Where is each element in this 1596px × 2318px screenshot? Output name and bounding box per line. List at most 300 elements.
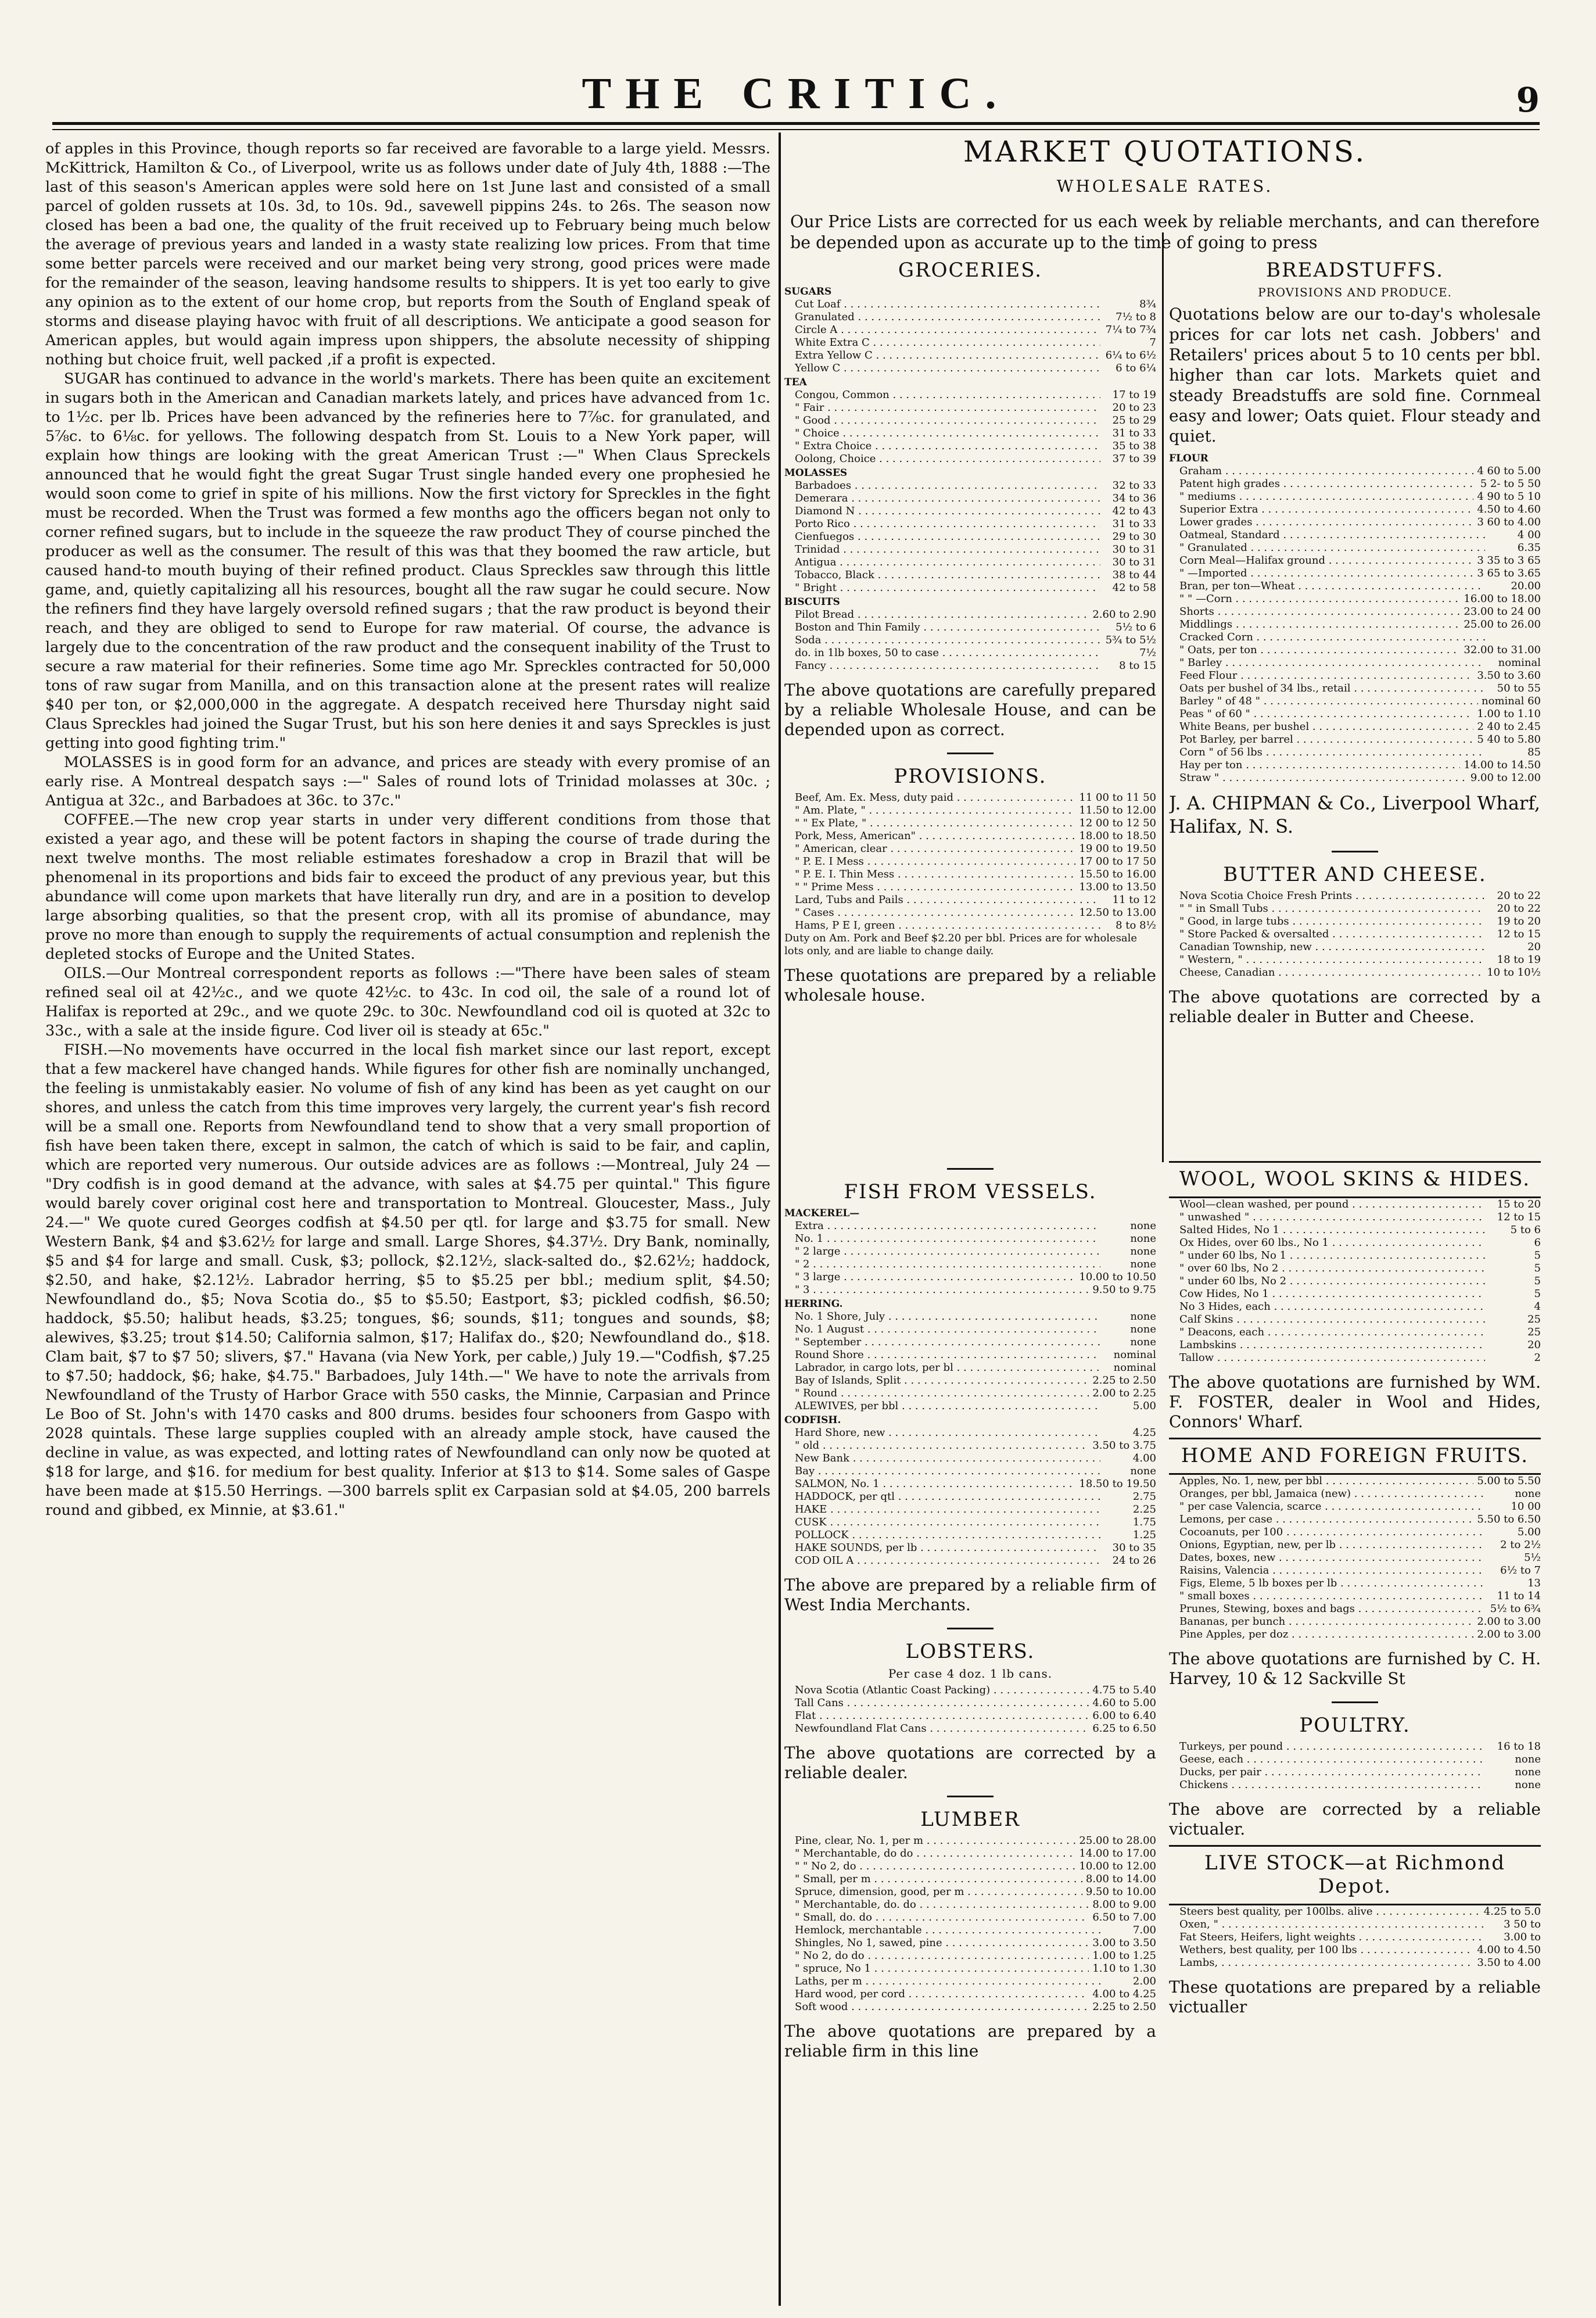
item-price: none — [1130, 1233, 1156, 1245]
item-price: 1.75 — [1132, 1516, 1156, 1528]
item-price: 6 — [1534, 1237, 1541, 1249]
item-price: none — [1515, 1779, 1541, 1791]
price-row — [784, 843, 1156, 855]
price-row — [1169, 1918, 1541, 1931]
item-price: 4 60 to 5.00 — [1477, 465, 1541, 477]
item-label: Boston and Thin Family . . . — [784, 621, 1100, 634]
price-row — [1169, 772, 1541, 784]
fruits-list — [1169, 1475, 1541, 1641]
item-label: Oatmeal, Standard . . . — [1169, 529, 1485, 542]
price-row — [784, 569, 1156, 582]
item-price: 15.50 to 16.00 — [1079, 868, 1156, 880]
item-label: Straw " . . . — [1169, 772, 1467, 784]
item-price: 13 — [1527, 1577, 1541, 1589]
section-divider — [947, 753, 994, 754]
item-label: Wool—clean washed, per pound . . . — [1169, 1198, 1485, 1211]
butter-note: The above quotations are corrected by a reliable dealer in Butter and Cheese. — [1169, 987, 1541, 1026]
masthead-rule-thin — [52, 129, 1540, 130]
item-price: 11 to 12 — [1112, 894, 1156, 906]
item-label: " Fair . . . — [784, 402, 1100, 414]
price-row — [784, 505, 1156, 518]
price-row — [1169, 1352, 1541, 1364]
price-row — [1169, 1198, 1541, 1211]
item-label: Turkeys, per pound . . . — [1169, 1740, 1485, 1753]
item-price: 9.50 to 9.75 — [1092, 1284, 1156, 1296]
price-row — [784, 1387, 1156, 1400]
item-label: Feed Flour . . . — [1169, 669, 1473, 682]
price-row — [1169, 1779, 1541, 1792]
item-price: 5 to 6 — [1510, 1224, 1541, 1236]
item-price: 7¼ to 7¾ — [1105, 324, 1156, 336]
item-label: Shorts . . . — [1169, 606, 1460, 618]
item-label: Soda . . . — [784, 634, 1100, 647]
item-price: 20 — [1527, 1339, 1541, 1351]
fish-list — [784, 1207, 1156, 1567]
item-label: Antigua . . . — [784, 556, 1100, 569]
price-row — [784, 881, 1156, 894]
price-row — [784, 1349, 1156, 1362]
item-label: Ducks, per pair . . . — [1169, 1766, 1485, 1779]
price-row — [1169, 1552, 1541, 1564]
item-label: Corn Meal—Halifax ground . . . — [1169, 554, 1473, 567]
item-label: Newfoundland Flat Cans . . . — [784, 1722, 1089, 1735]
item-label: " Merchantable, do. do . . . — [784, 1898, 1089, 1911]
price-row — [1169, 1500, 1541, 1513]
price-row — [784, 1491, 1156, 1503]
item-price — [1485, 631, 1541, 644]
item-label: Superior Extra . . . — [1169, 503, 1473, 516]
item-price: 4 00 — [1517, 529, 1541, 541]
item-price: 5.50 to 6.50 — [1477, 1513, 1541, 1525]
item-label: " Extra Choice . . . — [784, 440, 1100, 453]
item-price: 25.00 to 26.00 — [1464, 618, 1541, 630]
lobsters-list — [784, 1684, 1156, 1735]
price-row — [1169, 1339, 1541, 1352]
lobsters-heading: LOBSTERS. — [905, 1640, 1035, 1663]
item-price: 3.00 to 3.50 — [1092, 1937, 1156, 1949]
price-row — [784, 518, 1156, 531]
price-row — [1169, 1249, 1541, 1262]
item-label: Pilot Bread . . . — [784, 608, 1089, 621]
item-label: No. 1 . . . — [784, 1233, 1100, 1245]
item-price: 5.00 — [1132, 1400, 1156, 1412]
item-label: Nova Scotia Choice Fresh Prints . . . — [1169, 890, 1485, 902]
item-price: none — [1130, 1310, 1156, 1323]
price-row — [1169, 1615, 1541, 1628]
category-heading: FLOUR — [1169, 453, 1208, 464]
price-row — [1169, 1740, 1541, 1753]
market-quotations-header — [790, 135, 1540, 196]
price-row — [1169, 721, 1541, 733]
item-label: Graham . . . — [1169, 465, 1473, 478]
item-label: No. 1 August . . . — [784, 1323, 1100, 1336]
market-quotations-intro: Our Price Lists are corrected for us each week by reliable merchants, and can therefore be depended upon as accurate up to the time of going to press — [790, 212, 1540, 252]
item-label: Oranges, per bbl, Jamaica (new) . . . — [1169, 1488, 1485, 1500]
price-row — [1169, 746, 1541, 759]
item-label: Lambs, . . . — [1169, 1957, 1473, 1969]
item-price: 5 — [1534, 1249, 1541, 1262]
price-row — [784, 1835, 1156, 1847]
item-label: Oxen, " . . . — [1169, 1918, 1485, 1931]
item-price: 31 to 33 — [1112, 427, 1156, 439]
item-label: Barbadoes . . . — [784, 479, 1100, 492]
item-price: 8 to 15 — [1119, 660, 1156, 672]
item-label: Canadian Township, new . . . — [1169, 941, 1485, 954]
item-label: SALMON, No. 1 . . . — [784, 1478, 1075, 1491]
groceries-provisions-column — [784, 259, 1156, 1005]
price-row — [784, 531, 1156, 543]
price-row — [1169, 928, 1541, 941]
category-heading: CODFISH. — [784, 1414, 841, 1426]
wool-heading: WOOL, WOOL SKINS & HIDES. — [1179, 1167, 1531, 1191]
item-label: Fat Steers, Heifers, light weights . . . — [1169, 1931, 1485, 1944]
article-paragraph-apples: of apples in this Province, though reports so far received are favorable to a large yield. Messrs. McKittrick, Hamilton & Co., of Liverpool, write us as follows under date of July 4th, 1888 :—The last of this season's American apples were sold here on 1st June last and consisted of a small parcel of golden russets at 10s. 3d, to 10s. 9d., savewell pippins 24s. to 26s. The season now closed has been a bad one, the quality of the fruit received up to February being much below the average of previous years and landed in a wasty state realizing low prices. From that time some better parcels were received and our market being very strong, good prices were made for the remainder of the season, leaving handsome results to shippers. It is yet too early to give any opinion as to the extent of our home crop, but reports from the South of England speak of storms and disease playing havoc with fruit of all descriptions. We anticipate a good season for American apples, but would again impress upon shippers, the absolute necessity of shipping nothing but choice fruit, well packed ,if a profit is expected. — [45, 140, 770, 368]
item-price: 5¾ to 5½ — [1105, 634, 1156, 646]
item-label: Fancy . . . — [784, 660, 1100, 672]
item-label: Salted Hides, No 1 . . . — [1169, 1224, 1485, 1237]
item-label: COD OIL A . . . — [784, 1554, 1100, 1567]
price-row — [1169, 1288, 1541, 1300]
price-row — [1169, 1526, 1541, 1539]
item-label: Oats per bushel of 34 lbs., retail . . . — [1169, 682, 1485, 695]
price-row — [784, 1860, 1156, 1873]
price-row — [784, 1937, 1156, 1950]
price-row — [784, 1503, 1156, 1516]
item-label: " Western, " . . . — [1169, 954, 1485, 966]
price-row — [784, 1427, 1156, 1439]
price-row — [784, 907, 1156, 919]
item-price: none — [1515, 1766, 1541, 1778]
item-price: 5.00 to 5.50 — [1477, 1475, 1541, 1487]
price-row — [784, 1684, 1156, 1697]
price-row — [784, 621, 1156, 634]
item-label: Bay . . . — [784, 1465, 1100, 1478]
item-price: 2 40 to 2.45 — [1477, 721, 1541, 733]
price-row — [1169, 941, 1541, 954]
item-label: Cienfuegos . . . — [784, 531, 1100, 543]
price-row — [1169, 1275, 1541, 1288]
item-label: ALEWIVES, per bbl . . . — [784, 1400, 1100, 1413]
item-label: Diamond N . . . — [784, 505, 1100, 518]
price-row — [1169, 890, 1541, 902]
fruits-heading: HOME AND FOREIGN FRUITS. — [1181, 1444, 1529, 1467]
category-heading: BISCUITS — [784, 596, 840, 608]
item-price: nominal 60 — [1482, 695, 1541, 707]
item-price: 4.25 — [1132, 1427, 1156, 1439]
item-label: Extra . . . — [784, 1220, 1100, 1233]
item-price: 2.25 to 2.50 — [1092, 2001, 1156, 2013]
item-label: " spruce, No 1 . . . — [784, 1962, 1089, 1975]
price-row — [1169, 1753, 1541, 1766]
item-price: 14.00 to 14.50 — [1464, 759, 1541, 771]
section-divider — [1332, 851, 1378, 852]
item-label: " 2 large . . . — [784, 1245, 1100, 1258]
item-label: " under 60 lbs, No 1 . . . — [1169, 1249, 1485, 1262]
item-price: 6 to 6¼ — [1116, 362, 1156, 374]
item-label: Figs, Eleme, 5 lb boxes per lb . . . — [1169, 1577, 1485, 1590]
item-label: Barley " of 48 " . . . — [1169, 695, 1478, 708]
price-row — [784, 1233, 1156, 1245]
item-price: 2.25 to 2.50 — [1092, 1374, 1156, 1386]
provisions-heading: PROVISIONS. — [894, 765, 1047, 788]
fish-heading: FISH FROM VESSELS. — [844, 1180, 1097, 1203]
item-price: 23.00 to 24 00 — [1464, 606, 1541, 618]
price-row — [1169, 1513, 1541, 1526]
category-heading: MACKEREL— — [784, 1208, 860, 1219]
provisions-note: These quotations are prepared by a reliable wholesale house. — [784, 966, 1156, 1005]
item-price: 8.00 to 9.00 — [1092, 1898, 1156, 1911]
price-row — [1169, 618, 1541, 631]
item-label: Yellow C . . . — [784, 362, 1100, 375]
price-row — [784, 402, 1156, 414]
fruits-note: The above quotations are furnished by C. H. Harvey, 10 & 12 Sackville St — [1169, 1649, 1541, 1688]
price-row — [1169, 606, 1541, 618]
item-label: " Bright . . . — [784, 582, 1100, 594]
item-label: CUSK . . . — [784, 1516, 1100, 1529]
price-row — [784, 1529, 1156, 1542]
price-row — [784, 1988, 1156, 2001]
item-label: Hams, P E I, green . . . — [784, 919, 1100, 932]
item-label: Hard wood, per cord . . . — [784, 1988, 1089, 2001]
groceries-note: The above quotations are carefully prepared by a reliable Wholesale House, and can be depended upon as correct. — [784, 680, 1156, 739]
item-label: Wethers, best quality, per 100 lbs . . . — [1169, 1944, 1473, 1957]
item-label: No. 1 Shore, July . . . — [784, 1310, 1100, 1323]
price-row — [784, 1245, 1156, 1258]
item-price: 2 to 2½ — [1500, 1539, 1541, 1551]
market-report-article — [45, 139, 770, 2301]
price-row — [784, 1886, 1156, 1898]
item-price: 7 — [1149, 336, 1156, 349]
item-price: 4.50 to 4.60 — [1477, 503, 1541, 515]
item-label: " " in Small Tubs . . . — [1169, 902, 1485, 915]
livestock-note: These quotations are prepared by a reliable victualler — [1169, 1977, 1541, 2016]
price-row — [784, 389, 1156, 402]
item-label: HAKE . . . — [784, 1503, 1100, 1516]
item-price: 14.00 to 17.00 — [1079, 1847, 1156, 1860]
item-price: 50 to 55 — [1497, 682, 1541, 694]
price-row — [784, 791, 1156, 804]
price-row — [1169, 644, 1541, 657]
item-label: HADDOCK, per qtl . . . — [784, 1491, 1100, 1503]
item-label: Circle A . . . — [784, 324, 1100, 336]
item-price: 3 60 to 4.00 — [1477, 516, 1541, 528]
item-price: 20 to 23 — [1112, 402, 1156, 414]
price-row — [1169, 1313, 1541, 1326]
item-price: 20.00 — [1511, 580, 1541, 592]
lumber-note: The above quotations are prepared by a reliable firm in this line — [784, 2022, 1156, 2061]
provisions-duty-note: Duty on Am. Pork and Beef $2.20 per bbl. Prices are for wholesale lots only, and are liable to change daily. — [784, 932, 1138, 957]
item-price: 16.00 to 18.00 — [1464, 593, 1541, 605]
price-row — [1169, 1326, 1541, 1339]
item-price: 1.00 to 1.10 — [1477, 708, 1541, 720]
item-price: 5½ — [1524, 1552, 1541, 1564]
item-price: 2.00 — [1132, 1975, 1156, 1987]
price-row — [1169, 542, 1541, 554]
price-row — [784, 453, 1156, 465]
item-label: Middlings . . . — [1169, 618, 1460, 631]
price-row — [784, 479, 1156, 492]
price-row — [1169, 682, 1541, 695]
item-label: Tobacco, Black . . . — [784, 569, 1100, 582]
breadstuffs-column — [1169, 259, 1541, 1027]
item-label: Demerara . . . — [784, 492, 1100, 505]
item-price: 5 — [1534, 1262, 1541, 1274]
item-label: " Store Packed & oversalted . . . — [1169, 928, 1485, 941]
item-price: none — [1130, 1245, 1156, 1257]
article-paragraph-fish: FISH.—No movements have occurred in the local fish market since our last report, except that a few mackerel have changed hands. While figures for other fish are nominally unchanged, the feeling is unmistakably easier. No volume of fish of any kind has been as yet caught on our shores, and unless the catch from this time improves very largely, the current year's fish record will be a small one. Reports from Newfoundland tend to show that a very small proportion of fish have been taken there, except in salmon, the catch of which is said to be fair, and caplin, which are reported very numerous. Our outside advices are as follows :—Montreal, July 24 — "Dry codfish is in good demand at the advance, with sales at $4.75 per quintal." This figure would barely cover original cost here and transportation to Montreal. Gloucester, Mass., July 24.—" We quote cured Georges codfish at $4.50 per qtl. for large and $3.75 for small. New Western Bank, $4 and $3.62½ for large and small. Large Shores, $4.37½. Dry Bank, nominally, $5 and $4 for large and small. Cusk, $3; pollock, $2.12½, slack-salted do., $2.62½; haddock, $2.50, and hake, $2.12½. Labrador herring, $5 to $5.25 per bbl.; medium split, $4.50; Newfoundland do., $5; Nova Scotia do., $5 to $5.50; Eastport, $3; pickled codfish, $6.50; haddock, $5.50; halibut heads, $3.25; tongues, $6; sounds, $11; tongues and sounds, $8; alewives, $3.25; trout $14.50; California salmon, $17; Halifax do., $20; Newfoundland do., $18. Clam bait, $7 to $7 50; slivers, $7." Havana (via New York, per cable,) July 19.—"Codfish, $7.25 to $7.50; haddock, $6; hake, $4.75." Barbadoes, July 14th.—" We have to note the arrivals from Newfoundland of the Trusty of Harbor Grace with 550 casks, the Minnie, Carpasian and Prince Le Boo of St. John's with 1470 casks and 800 drums. besides four schooners from Gaspo with 2028 quintals. These large supplies coupled with an already ample stock, have caused the decline in value, as was expected, and lotting rates of Newfoundland can only now be quoted at $18 for large, and $16. for medium for best quality. Inferior at $13 to $14. Some sales of Gaspe have been made at $15.50 Herrings. —300 barrels split ex Carpasian sold at $4.05, 200 barrels round and gibbed, ex Minnie, at $3.61." — [45, 1041, 770, 1519]
price-row — [1169, 1957, 1541, 1969]
price-row — [784, 1898, 1156, 1911]
price-row — [784, 1439, 1156, 1452]
item-price: 30 to 35 — [1112, 1542, 1156, 1554]
item-label: Lard, Tubs and Pails . . . — [784, 894, 1100, 907]
item-price: 4.00 to 4.50 — [1477, 1944, 1541, 1956]
item-price: 42 to 43 — [1112, 505, 1156, 517]
item-label: Extra Yellow C . . . — [784, 349, 1100, 362]
item-price: 31 to 33 — [1112, 518, 1156, 530]
item-price: 32 to 33 — [1112, 479, 1156, 492]
page-number: 9 — [1516, 80, 1540, 120]
price-row — [1169, 1590, 1541, 1603]
item-label: " mediums . . . — [1169, 490, 1473, 503]
price-row — [784, 1478, 1156, 1491]
breadstuffs-list — [1169, 452, 1541, 784]
price-row — [784, 1284, 1156, 1296]
lobsters-subtitle: Per case 4 doz. 1 lb cans. — [888, 1667, 1053, 1681]
price-row — [1169, 695, 1541, 708]
item-label: Pork, Mess, American" . . . — [784, 830, 1075, 843]
item-price: 2 — [1534, 1352, 1541, 1364]
newspaper-title: THE CRITIC. — [582, 69, 1010, 118]
item-price: 3 35 to 3 65 — [1477, 554, 1541, 567]
item-price: 6.50 to 7.00 — [1092, 1911, 1156, 1923]
item-price: 20 to 22 — [1497, 890, 1541, 902]
masthead — [52, 63, 1540, 127]
livestock-heading: LIVE STOCK—at Richmond Depot. — [1204, 1851, 1505, 1898]
item-price: 34 to 36 — [1112, 492, 1156, 504]
breadstuffs-intro: Quotations below are our to-day's wholesale prices for car lots net cash. Jobbers' and Retailers' prices about 5 to 10 cents per bbl. higher than car lots. Markets quiet and steady Breadstuffs are sold fine. Cornmeal easy and lower; Oats quiet. Flour steady and quiet. — [1169, 304, 1541, 446]
price-row — [784, 1258, 1156, 1271]
article-paragraph-molasses: MOLASSES is in good form for an advance, and prices are steady with every promise of an early rise. A Montreal despatch says :—" Sales of round lots of Trinidad molasses at 30c. ; Antigua at 32c., and Barbadoes at 36c. to 37c." — [45, 754, 770, 809]
item-label: Nova Scotia (Atlantic Coast Packing) . . . — [784, 1684, 1089, 1697]
item-price: 9.00 to 12.00 — [1470, 772, 1541, 784]
item-price: 7½ to 8 — [1116, 311, 1156, 323]
item-label: " under 60 lbs, No 2 . . . — [1169, 1275, 1485, 1288]
item-price: 3 50 to — [1504, 1918, 1541, 1930]
item-label: New Bank . . . — [784, 1452, 1100, 1465]
item-label: " " No 2, do . . . — [784, 1860, 1075, 1873]
price-row — [784, 1452, 1156, 1465]
breadstuffs-signature: J. A. CHIPMAN & Co., Liverpool Wharf, Halifax, N. S. — [1169, 792, 1541, 837]
item-label: " September . . . — [784, 1336, 1100, 1349]
item-label: Raisins, Valencia . . . — [1169, 1564, 1485, 1577]
item-price: 1.10 to 1.30 — [1092, 1962, 1156, 1975]
price-row — [784, 830, 1156, 843]
item-label: Apples, No. 1, new, per bbl . . . — [1169, 1475, 1473, 1488]
item-price: 3.50 to 3.60 — [1477, 669, 1541, 682]
item-label: " Oats, per ton . . . — [1169, 644, 1460, 657]
item-price: 3 65 to 3.65 — [1477, 567, 1541, 579]
item-price: nominal — [1113, 1349, 1156, 1361]
fish-lumber-column — [784, 1155, 1156, 2061]
item-label: Cheese, Canadian . . . — [1169, 966, 1483, 979]
item-price: 4.25 to 5.0 — [1483, 1905, 1541, 1918]
price-row — [1169, 1211, 1541, 1224]
price-row — [1169, 1603, 1541, 1615]
item-price: 42 to 58 — [1112, 582, 1156, 594]
price-row — [784, 2001, 1156, 2014]
item-label: Tall Cans . . . — [784, 1697, 1089, 1710]
item-price: 10 00 — [1511, 1500, 1541, 1513]
price-row — [1169, 465, 1541, 478]
price-row — [784, 1697, 1156, 1710]
article-paragraph-oils: OILS.—Our Montreal correspondent reports as follows :—"There have been sales of steam refined seal oil at 42½c., and we quote 42½c. to 43c. In cod oil, the sale of a round lot of Halifax is reported at 29c., and we quote 29c. to 30c. Newfoundland cod oil is quoted at 32c to 33c., with a sale at the inside figure. Cod liver oil is steady at 65c." — [45, 965, 770, 1040]
price-row — [1169, 1766, 1541, 1779]
item-price: 6¼ to 6½ — [1105, 349, 1156, 361]
fish-note: The above are prepared by a reliable firm of West India Merchants. — [784, 1575, 1156, 1614]
price-row — [784, 311, 1156, 324]
price-row — [784, 919, 1156, 932]
section-divider — [947, 1168, 994, 1170]
price-row — [784, 1722, 1156, 1735]
item-label: " 2 . . . — [784, 1258, 1100, 1271]
poultry-list — [1169, 1740, 1541, 1792]
item-price: 10.00 to 10.50 — [1079, 1271, 1156, 1283]
price-row — [1169, 516, 1541, 529]
price-row — [784, 349, 1156, 362]
item-price: 20 to 22 — [1497, 902, 1541, 915]
item-price: 17 to 19 — [1112, 389, 1156, 401]
price-row — [1169, 554, 1541, 567]
item-price: 6.00 to 6.40 — [1092, 1710, 1156, 1722]
masthead-rule — [52, 122, 1540, 125]
price-row — [1169, 631, 1541, 644]
price-row — [784, 647, 1156, 660]
item-label: " Small, per m . . . — [784, 1873, 1082, 1886]
item-price: 17 00 to 17 50 — [1079, 855, 1156, 868]
price-row — [784, 440, 1156, 453]
price-row — [784, 582, 1156, 594]
price-row — [784, 1465, 1156, 1478]
price-row — [784, 543, 1156, 556]
item-label: Shingles, No 1, sawed, pine . . . — [784, 1937, 1089, 1950]
price-row — [784, 1975, 1156, 1988]
item-price: 32.00 to 31.00 — [1464, 644, 1541, 656]
article-paragraph-sugar: SUGAR has continued to advance in the world's markets. There has been quite an excitement in sugars both in the American and Canadian markets lately, and prices have advanced from 1c. to 1½c. per lb. Prices have been advanced by the refineries here to 7⅞c. for granulated, and 5⅞c. to 6⅛c. for yellows. The following despatch from St. Louis to a New York paper, will explain how things are looking with the great American Trust :—" When Claus Spreckels announced that he would fight the great Sugar Trust single handed every one prophesied he would soon come to grief in spite of his millions. Now the first victory for Spreckles in the fight must be recorded. When the Trust was formed a few months ago the officers began not only to corner refined sugars, but to include in the squeeze the raw product They of course pinched the producer as well as the consumer. The result of this was that they boomed the raw article, but caused hand-to mouth buying of their refined product. Claus Spreckles saw through this little game, and, quietly capitalizing all his resources, bought all the raw sugar he could secure. Now the refiners find they have largely oversold refined sugars ; that the raw product is beyond their reach, and they are obliged to send to Europe for raw material. Of course, the advance is largely due to the concentration of the raw product and the consequent inability of the Trust to secure a raw material for their refineries. Some time ago Mr. Spreckles contracted for 50,000 tons of raw sugar from Manilla, and on this transaction alone at the present rates will realize $40 per ton, or $2,000,000 in the aggregate. A despatch received here Thursday night said Claus Spreckles had joined the Sugar Trust, but his son here denies it and says Spreckles is just getting into good fighting trim." — [45, 370, 770, 752]
price-row — [1169, 669, 1541, 682]
item-price: 25 — [1527, 1326, 1541, 1338]
price-row — [1169, 915, 1541, 928]
item-price: 3.00 to — [1504, 1931, 1541, 1943]
item-price: 12 to 15 — [1497, 928, 1541, 940]
item-label: " over 60 lbs, No 2 . . . — [1169, 1262, 1485, 1275]
price-row — [784, 1911, 1156, 1924]
item-price: 4 — [1534, 1300, 1541, 1313]
item-label: " Small, do. do . . . — [784, 1911, 1089, 1924]
item-label: " " —Corn . . . — [1169, 593, 1460, 606]
price-row — [784, 1220, 1156, 1233]
item-label: " Granulated . . . — [1169, 542, 1485, 554]
price-row — [784, 804, 1156, 817]
item-price: 19 to 20 — [1497, 915, 1541, 927]
price-row — [1169, 1488, 1541, 1500]
section-divider — [1332, 1701, 1378, 1703]
item-label: " old . . . — [784, 1439, 1089, 1452]
item-label: Tallow . . . — [1169, 1352, 1485, 1364]
item-label: Dates, boxes, new . . . — [1169, 1552, 1485, 1564]
price-row — [1169, 1577, 1541, 1590]
price-row — [784, 324, 1156, 336]
